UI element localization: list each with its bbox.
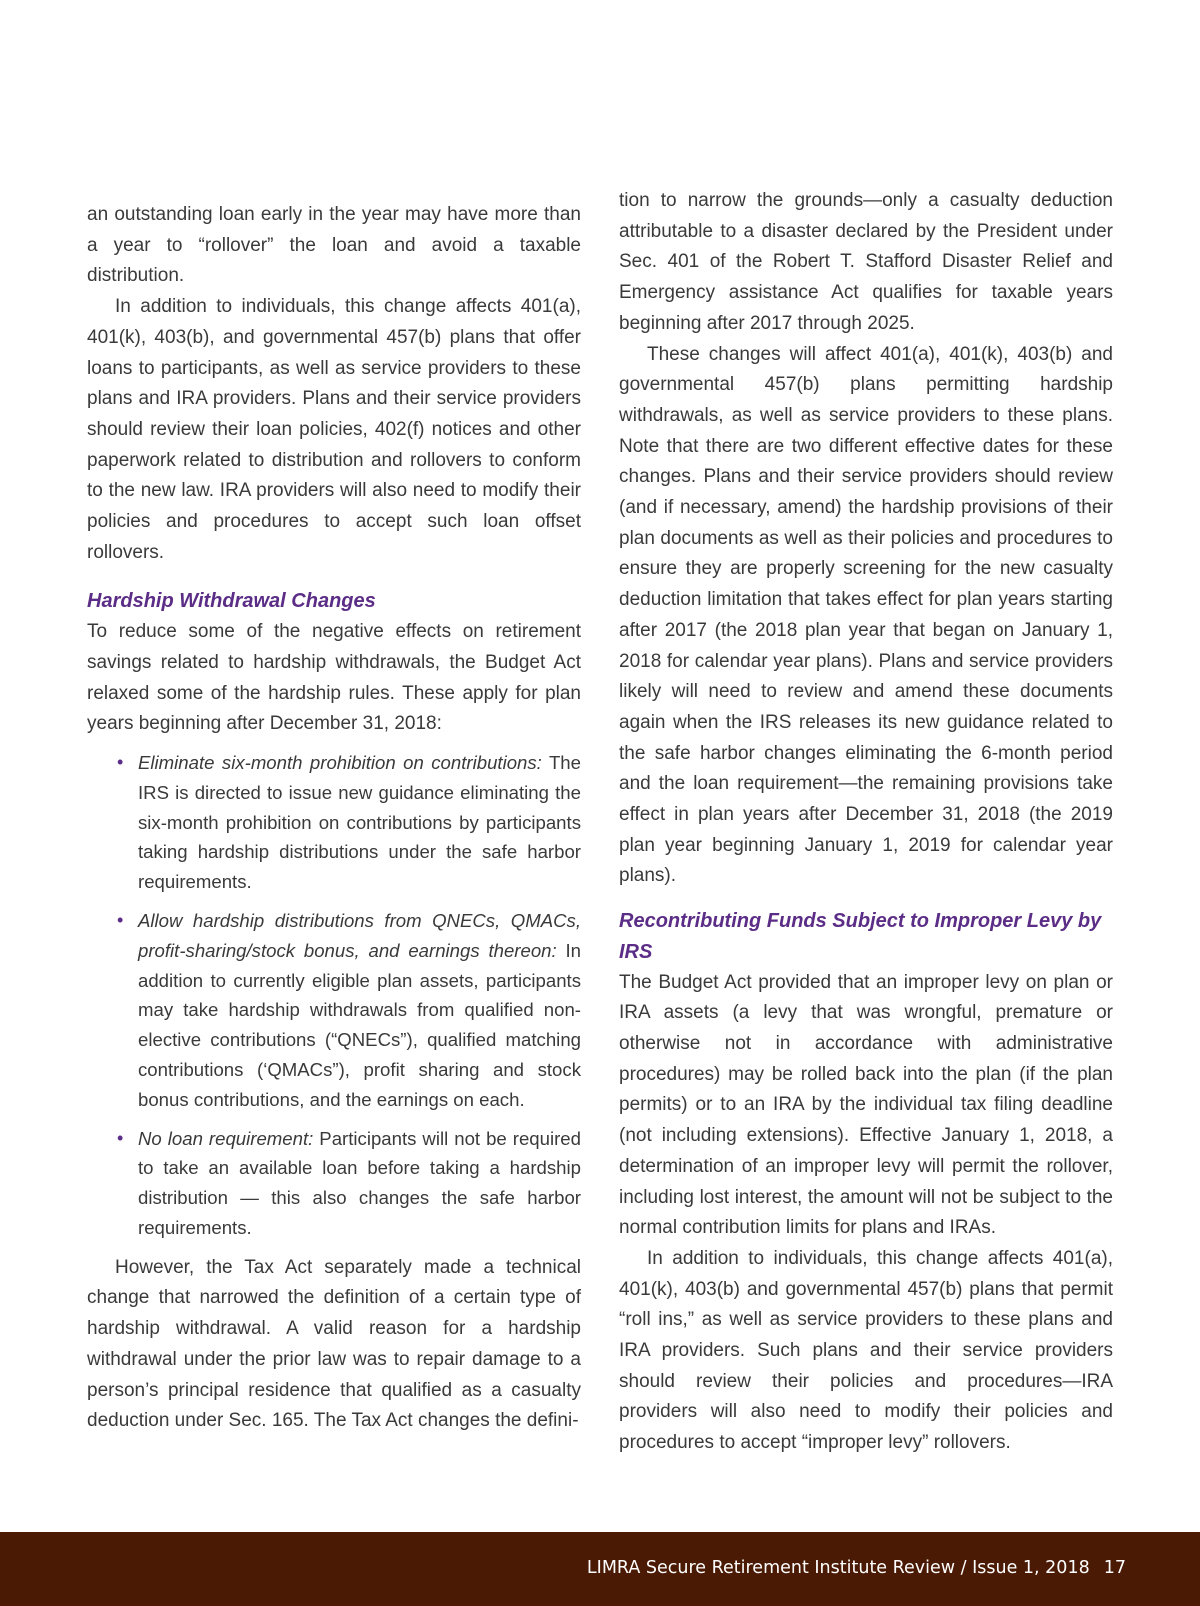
page-number: 17 xyxy=(1103,1558,1126,1578)
list-item xyxy=(87,748,581,897)
list-item-text: Participants will not be required to take an available loan before taking a hardship distribution — this also changes the safe harbor requirements. xyxy=(138,1127,581,1238)
bullet-icon: • xyxy=(117,909,124,930)
paragraph: In addition to individuals, this change affects 401(a), 401(k), 403(b) and governmental 457(b) plans that permit “roll ins,” as well as service providers to these plans and IRA providers. Such plans and their service providers should review their policies and procedures—IRA providers will also need to modify their policies and procedures to accept “improper levy” rollovers. xyxy=(619,1247,1113,1454)
list-item-lead: Allow hardship distributions from QNECs, QMACs, profit-sharing/stock bonus, and earnings thereon: xyxy=(138,909,581,961)
footer-bar xyxy=(0,1532,1200,1606)
paragraph: However, the Tax Act separately made a technical change that narrowed the definition of a certain type of hardship withdrawal. A valid reason for a hardship withdrawal under the prior law was to repair damage to a person’s principal residence that qualified as a casualty deduction under Sec. 165. The Tax Act changes the defini- xyxy=(87,1256,581,1432)
section-heading-hardship: Hardship Withdrawal Changes xyxy=(87,590,376,613)
list-item xyxy=(87,1124,581,1243)
footer-text xyxy=(587,1558,1126,1578)
bullet-icon: • xyxy=(117,1127,124,1148)
section-heading-improper-levy: Recontributing Funds Subject to Improper Levy by IRS xyxy=(619,910,1102,963)
list-item-lead: Eliminate six-month prohibition on contributions: xyxy=(138,751,542,773)
list-item-lead: No loan requirement: xyxy=(138,1127,314,1149)
list-item xyxy=(87,906,581,1115)
paragraph: The Budget Act provided that an improper levy on plan or IRA assets (a levy that was wrongful, premature or otherwise not in accordance with administrative procedures) may be rolled back into the plan (if the plan permits) or to an IRA by the individual tax filing deadline (not including extensions). Effective January 1, 2018, a determination of an improper levy will permit the rollover, including lost interest, the amount will not be subject to the normal contribution limits for plans and IRAs. xyxy=(619,971,1113,1239)
list-item-text: In addition to currently eligible plan assets, participants may take hardship withdrawals from qualified non-elective contributions (“QNECs”), qualified matching contributions (‘QMACs”), profit sharing and stock bonus contributions, and the earnings on each. xyxy=(138,939,581,1110)
paragraph: In addition to individuals, this change affects 401(a), 401(k), 403(b), and governmental 457(b) plans that offer loans to participants, as well as service providers to these plans and IRA providers. Plans and their service providers should review their loan policies, 402(f) notices and other paperwork related to distribution and rollovers to conform to the new law. IRA providers will also need to modify their policies and procedures to accept such loan offset rollovers. xyxy=(87,296,581,563)
paragraph: an outstanding loan early in the year may have more than a year to “rollover” the loan and avoid a taxable distribution. xyxy=(87,204,581,287)
hardship-changes-list xyxy=(87,748,581,1243)
left-column xyxy=(87,186,581,1437)
publication-title: LIMRA Secure Retirement Institute Review / Issue 1, 2018 xyxy=(586,1558,1090,1578)
bullet-icon: • xyxy=(117,751,124,772)
right-column xyxy=(619,186,1113,1459)
paragraph: tion to narrow the grounds—only a casualty deduction attributable to a disaster declared by the President under Sec. 401 of the Robert T. Stafford Disaster Relief and Emergency assistance Act qualifies for taxable years beginning after 2017 through 2025. xyxy=(619,190,1113,334)
paragraph: To reduce some of the negative effects on retirement savings related to hardship withdrawals, the Budget Act relaxed some of the hardship rules. These apply for plan years beginning after December 31, 2018: xyxy=(87,621,581,735)
paragraph: These changes will affect 401(a), 401(k), 403(b) and governmental 457(b) plans permitting hardship withdrawals, as well as service providers to these plans. Note that there are two different effective dates for these changes. Plans and their service providers should review (and if necessary, amend) the hardship provisions of their plan documents as well as their policies and procedures to ensure they are properly screening for the new casualty deduction limitation that takes effect for plan years starting after 2017 (the 2018 plan year that began on January 1, 2018 for calendar year plans). Plans and service providers likely will need to review and amend these documents again when the IRS releases its new guidance related to the safe harbor changes eliminating the 6-month period and the loan requirement—the remaining provisions take effect in plan years after December 31, 2018 (the 2019 plan year beginning January 1, 2019 for calendar year plans). xyxy=(619,343,1113,887)
list-item-text: The IRS is directed to issue new guidance eliminating the six-month prohibition on contributions by participants taking hardship distributions under the safe harbor requirements. xyxy=(138,751,581,893)
